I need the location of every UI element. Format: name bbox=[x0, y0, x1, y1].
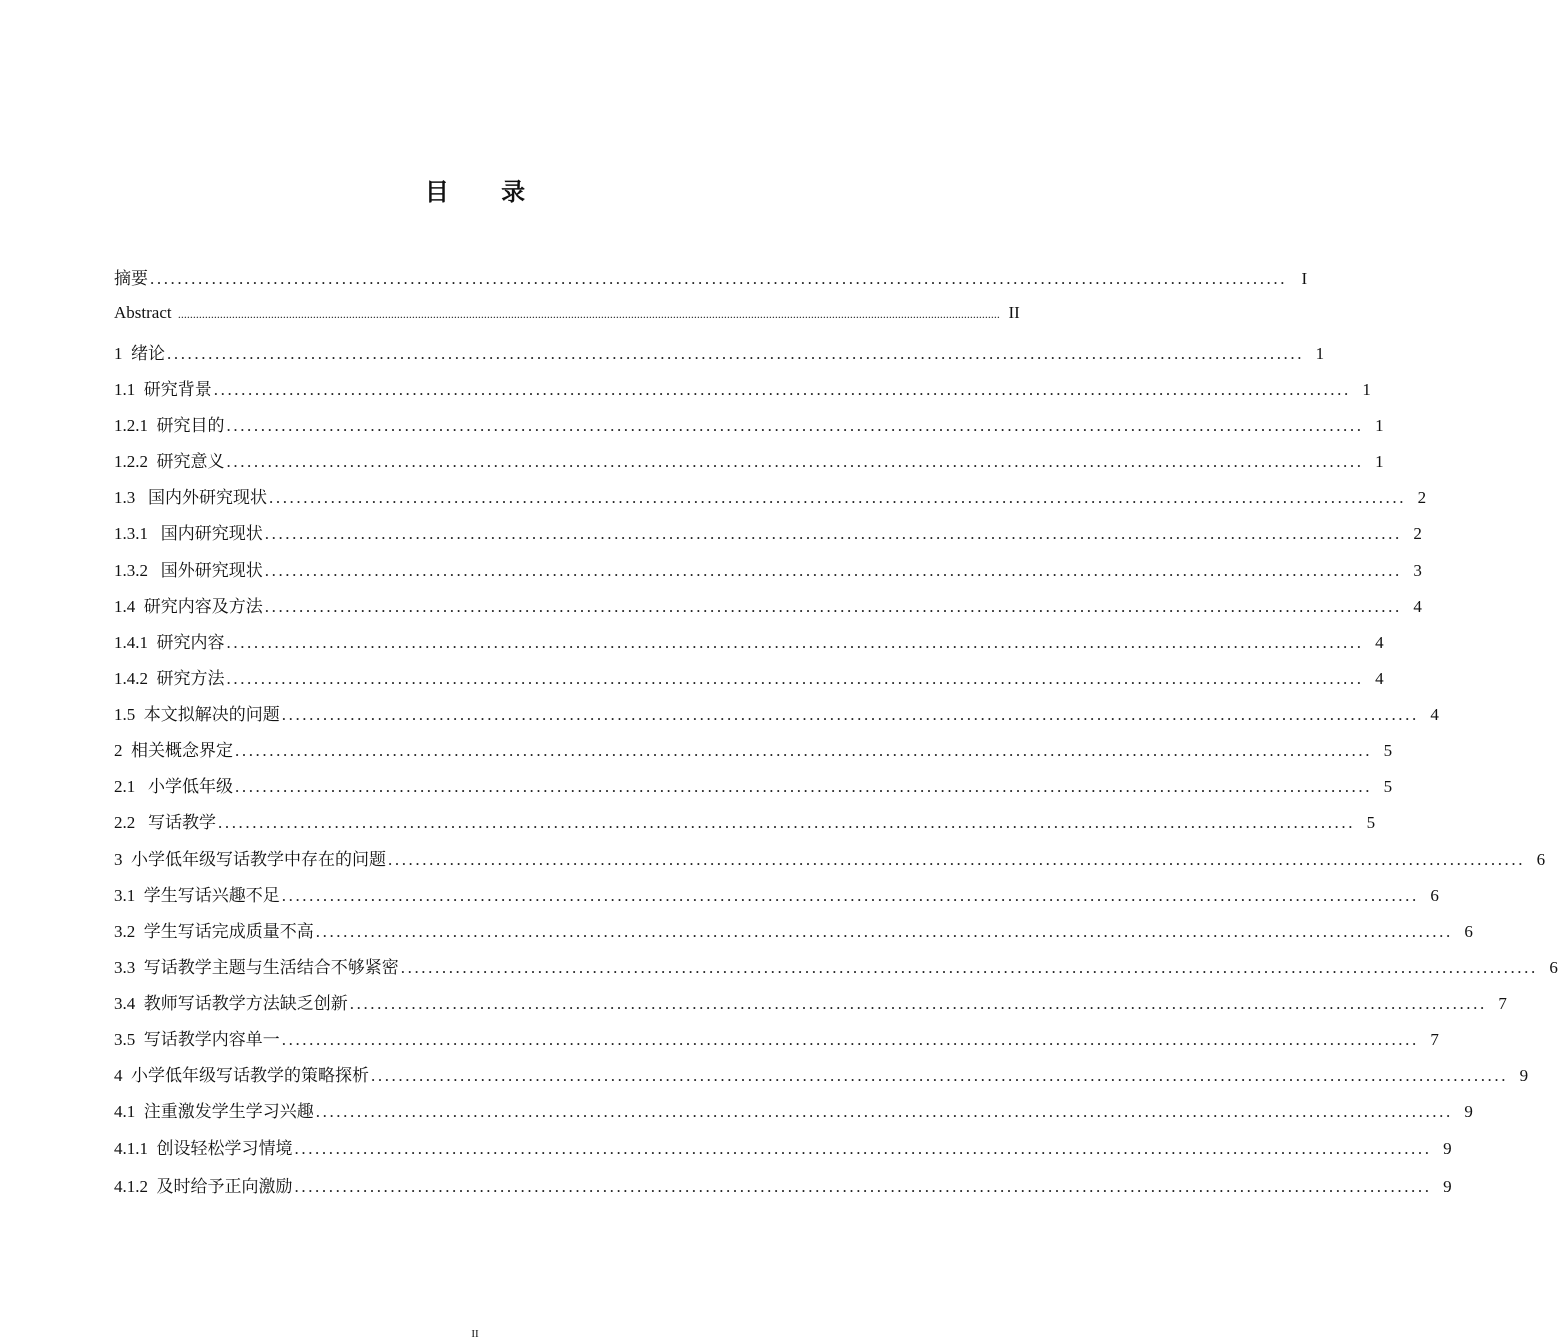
toc-leader-dots: ...................................................................................................................................................................... bbox=[235, 741, 1373, 760]
toc-entry[interactable] bbox=[114, 808, 1376, 832]
toc-entry-page: 6 bbox=[1464, 922, 1473, 941]
toc-leader-dots: ...................................................................................................................................................................... bbox=[400, 958, 1538, 977]
toc-entry-page: 9 bbox=[1519, 1066, 1529, 1085]
toc-leader-dots: ...................................................................................................................................................................... bbox=[226, 633, 1364, 652]
toc-entry-label: 1.2.2 研究意义 bbox=[114, 452, 225, 471]
toc-entry-label: 1.4 研究内容及方法 bbox=[114, 597, 263, 616]
toc-entry[interactable] bbox=[114, 556, 1422, 580]
toc-entry-page: 5 bbox=[1366, 813, 1376, 832]
toc-entry[interactable] bbox=[114, 1097, 1473, 1121]
toc-entry-label: 1.4.2 研究方法 bbox=[114, 669, 225, 688]
toc-entry-page: I bbox=[1301, 269, 1308, 288]
toc-entry[interactable] bbox=[114, 989, 1507, 1013]
toc-entry[interactable] bbox=[114, 375, 1371, 399]
toc-entry-page: 5 bbox=[1383, 777, 1393, 796]
toc-entry-label: 3.4 教师写话教学方法缺乏创新 bbox=[114, 994, 348, 1013]
toc-leader-dots: ...................................................................................................................................................................... bbox=[315, 922, 1453, 941]
toc-entry-label: Abstract bbox=[114, 303, 176, 322]
toc-entry-label: 4.1.1 创设轻松学习情境 bbox=[114, 1139, 293, 1158]
toc-entry-label: 2 相关概念界定 bbox=[114, 741, 233, 760]
toc-entry-label: 摘要 bbox=[114, 269, 148, 288]
toc-entry[interactable] bbox=[114, 1134, 1452, 1158]
toc-entry[interactable] bbox=[114, 1025, 1439, 1049]
toc-entry[interactable] bbox=[114, 447, 1384, 471]
toc-leader-dots: ...................................................................................................................................................................... bbox=[269, 488, 1407, 507]
toc-entry-page: 6 bbox=[1536, 850, 1546, 869]
toc-entry[interactable] bbox=[114, 1172, 1452, 1196]
toc-entry-label: 1.3.1 国内研究现状 bbox=[114, 524, 263, 543]
toc-entry-page: 9 bbox=[1464, 1102, 1473, 1121]
toc-leader-dots: ...................................................................................................................................................................... bbox=[226, 416, 1364, 435]
toc-entry-label: 1.2.1 研究目的 bbox=[114, 416, 225, 435]
toc-entry-page: 9 bbox=[1443, 1177, 1452, 1196]
toc-entry[interactable] bbox=[114, 303, 1020, 327]
toc-entry-page: 2 bbox=[1413, 524, 1422, 543]
toc-entry[interactable] bbox=[114, 736, 1393, 760]
toc-entry-label: 4.1 注重激发学生学习兴趣 bbox=[114, 1102, 314, 1121]
toc-entry[interactable] bbox=[114, 700, 1439, 724]
toc-entry[interactable] bbox=[114, 411, 1384, 435]
toc-entry-label: 1.5 本文拟解决的问题 bbox=[114, 705, 280, 724]
toc-entry-page: 4 bbox=[1413, 597, 1422, 616]
toc-entry[interactable] bbox=[114, 772, 1393, 796]
toc-leader-dots: ...................................................................................................................................................................... bbox=[294, 1139, 1432, 1158]
toc-entry-page: 1 bbox=[1375, 416, 1384, 435]
page-title: 目 录 bbox=[424, 178, 548, 206]
toc-entry-page: 6 bbox=[1549, 958, 1558, 977]
toc-entry-label: 2.2 写话教学 bbox=[114, 813, 216, 832]
toc-entry-label: 1.4.1 研究内容 bbox=[114, 633, 225, 652]
toc-entry[interactable] bbox=[114, 881, 1439, 905]
toc-entry[interactable] bbox=[114, 592, 1422, 616]
toc-entry-label: 3.1 学生写话兴趣不足 bbox=[114, 886, 280, 905]
toc-leader-dots: ...................................................................................................................................................................... bbox=[281, 1030, 1419, 1049]
toc-leader-dots: ...................................................................................................................................................................... bbox=[150, 269, 1288, 288]
toc-entry-page: 7 bbox=[1430, 1030, 1439, 1049]
toc-entry-label: 4 小学低年级写话教学的策略探析 bbox=[114, 1066, 369, 1085]
toc-entry[interactable] bbox=[114, 917, 1473, 941]
toc-entry-label: 1 绪论 bbox=[114, 344, 165, 363]
toc-entry-page: 2 bbox=[1417, 488, 1427, 507]
toc-entry-label: 1.3.2 国外研究现状 bbox=[114, 561, 263, 580]
toc-entry-page: 4 bbox=[1375, 669, 1384, 688]
toc-entry-label: 2.1 小学低年级 bbox=[114, 777, 233, 796]
toc-entry[interactable] bbox=[114, 519, 1422, 543]
toc-leader-dots: ...................................................................................................................................................................... bbox=[264, 597, 1402, 616]
toc-entry[interactable] bbox=[114, 1061, 1529, 1085]
toc-leader-dots: ...................................................................................................................................................................... bbox=[294, 1177, 1432, 1196]
toc-leader-dots: ...................................................................................................................................................................... bbox=[218, 813, 1356, 832]
toc-entry-label: 3.2 学生写话完成质量不高 bbox=[114, 922, 314, 941]
toc-entry-page: 4 bbox=[1375, 633, 1384, 652]
toc-entry-page: 1 bbox=[1375, 452, 1384, 471]
toc-entry[interactable] bbox=[114, 953, 1558, 977]
toc-leader-dots: ...................................................................................................................................................................... bbox=[235, 777, 1373, 796]
toc-entry-page: 7 bbox=[1498, 994, 1507, 1013]
toc-entry-label: 4.1.2 及时给予正向激励 bbox=[114, 1177, 293, 1196]
toc-entry-label: 1.3 国内外研究现状 bbox=[114, 488, 267, 507]
toc-entry-page: 1 bbox=[1315, 344, 1325, 363]
toc-entry-page: 9 bbox=[1443, 1139, 1452, 1158]
toc-leader-dots: ...................................................................................................................................................................... bbox=[226, 452, 1364, 471]
toc-leader-dots: ...................................................................................................................................................................... bbox=[167, 344, 1305, 363]
toc-entry-label: 3 小学低年级写话教学中存在的问题 bbox=[114, 850, 386, 869]
toc-leader-dots: ...................................................................................................................................................................... bbox=[281, 886, 1419, 905]
toc-entry-page: 6 bbox=[1430, 886, 1439, 905]
toc-leader-dots: ...................................................................................................................................................................... bbox=[315, 1102, 1453, 1121]
toc-leader-dots: ...................................................................................................................................................................... bbox=[281, 705, 1419, 724]
toc-entry[interactable] bbox=[114, 339, 1325, 363]
toc-leader-dots: ...................................................................................................................................................................... bbox=[226, 669, 1364, 688]
toc-entry[interactable] bbox=[114, 628, 1384, 652]
toc-entry[interactable] bbox=[114, 483, 1427, 507]
toc-leader-dots: ...................................................................................................................................................................... bbox=[264, 561, 1402, 580]
toc-entry-page: 5 bbox=[1383, 741, 1393, 760]
toc-entry[interactable] bbox=[114, 264, 1308, 288]
toc-leader-dots: ...................................................................................................................................................................... bbox=[371, 1066, 1509, 1085]
toc-leader-dots: ...................................................................................................................................................................... bbox=[264, 524, 1402, 543]
toc-leader-dots: .................................................................................................................................................................................................................................................................................. bbox=[177, 307, 1000, 321]
toc-entry-label: 3.5 写话教学内容单一 bbox=[114, 1030, 280, 1049]
toc-entry[interactable] bbox=[114, 664, 1384, 688]
toc-entry-label: 3.3 写话教学主题与生活结合不够紧密 bbox=[114, 958, 399, 977]
page-number: II bbox=[471, 1328, 479, 1340]
toc-entry-label: 1.1 研究背景 bbox=[114, 380, 212, 399]
toc-entry-page: II bbox=[1008, 303, 1020, 322]
toc-leader-dots: ...................................................................................................................................................................... bbox=[388, 850, 1526, 869]
toc-entry[interactable] bbox=[114, 845, 1546, 869]
toc-leader-dots: ...................................................................................................................................................................... bbox=[213, 380, 1351, 399]
toc-entry-page: 3 bbox=[1413, 561, 1422, 580]
toc-entry-page: 1 bbox=[1362, 380, 1371, 399]
toc-leader-dots: ...................................................................................................................................................................... bbox=[349, 994, 1487, 1013]
toc-entry-page: 4 bbox=[1430, 705, 1439, 724]
